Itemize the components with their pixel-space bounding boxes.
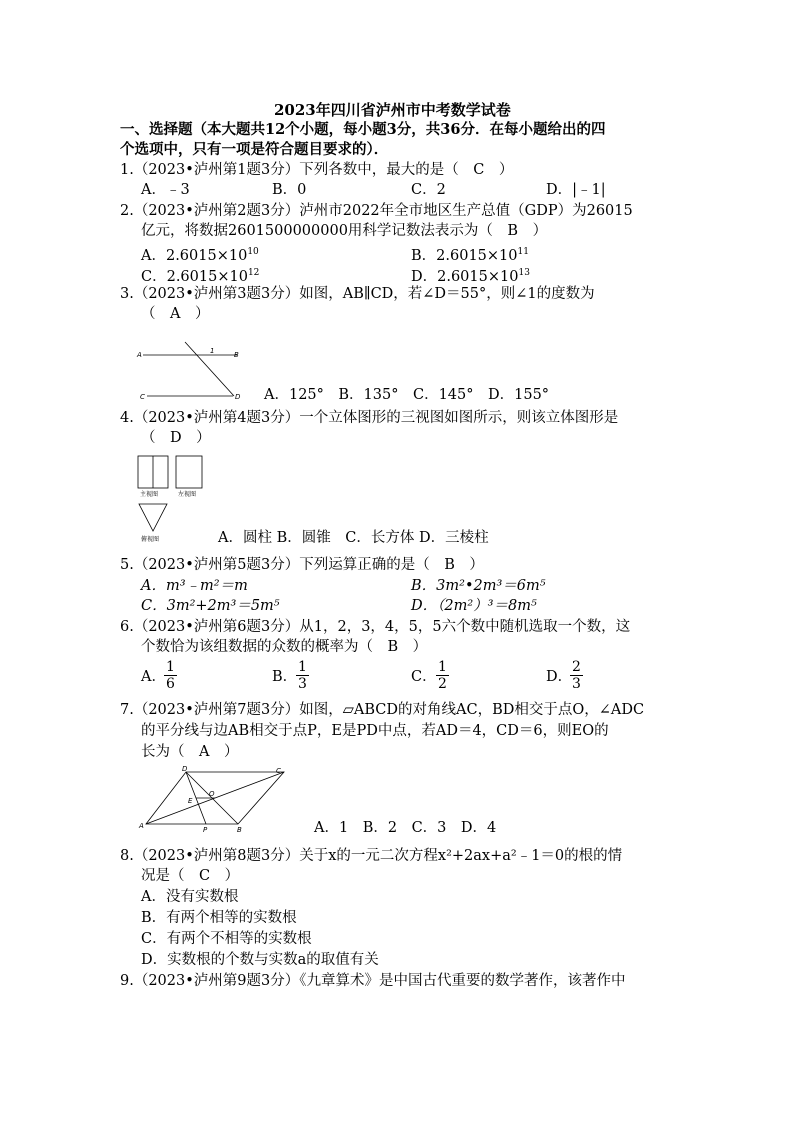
q3-options: A．125° B．135° C．145° D．155° [264,387,550,403]
q1-option-a: A．﹣3 [141,182,190,198]
q7-parallelogram-figure [136,766,296,836]
label-o: O [209,790,215,798]
q5-option-a: A．m³﹣m²＝m [141,578,248,594]
q2-option-a: A．$2.6015\times 10^{10}$ [141,247,259,264]
q1-option-d: D．|﹣1| [546,182,606,198]
q6-option-a-fraction: $\frac{1}{6}$ [166,659,175,692]
page-title: 2023年四川省泸州市中考数学试卷 [274,101,511,119]
q3-stem-line2: （ A ） [141,306,210,322]
label-angle-1: 1 [210,347,215,355]
left-view-rect [176,456,202,488]
label-b: B [234,351,239,359]
q5-option-d: D．（2m²）³＝8m⁵ [411,598,537,614]
q2-option-d: D．$2.6015\times 10^{13}$ [411,268,530,285]
q8-option-c: C．有两个不相等的实数根 [141,931,312,947]
q6-stem-line1: 6.（2023•泸州第6题3分）从1，2，3，4，5，5六个数中随机选取一个数，这 [120,619,631,635]
q5-option-b: B．3m²•2m³＝6m⁵ [411,578,546,594]
q7-options: A．1 B．2 C．3 D．4 [314,820,497,836]
q4-three-views-figure [136,454,216,544]
q6-option-d-fraction: $\frac{2}{3}$ [572,659,581,692]
label-a: A [137,351,142,359]
q7-stem-line2: 的平分线与边AB相交于点P，E是PD中点，若AD＝4，CD＝6，则EO的 [141,723,609,739]
q6-option-b-label: B． [272,669,298,685]
label-d: D [235,393,241,401]
label-a: A [139,822,144,830]
label-p: P [203,826,208,834]
q1-stem: 1.（2023•泸州第1题3分）下列各数中，最大的是（ C ） [120,162,514,178]
q3-parallel-lines-figure [135,340,245,400]
q6-option-a-label: A． [141,669,166,685]
q6-option-c-fraction: $\frac{1}{2}$ [438,659,447,692]
q6-option-b-fraction: $\frac{1}{3}$ [298,659,307,692]
q6-option-d-label: D． [546,669,573,685]
q4-stem-line2: （ D ） [141,430,211,446]
q5-option-c: C．3m²+2m³＝5m⁵ [141,598,280,614]
q5-stem: 5.（2023•泸州第5题3分）下列运算正确的是（ B ） [120,557,484,573]
label-c: C [276,767,281,775]
top-view-label: 俯视图 [141,536,160,543]
label-e: E [188,797,193,805]
section-heading-line1: 一、选择题（本大题共12个小题，每小题3分，共36分．在每小题给出的四 [120,121,606,138]
q8-stem-line2: 况是（ C ） [141,868,240,884]
label-c: C [140,393,145,401]
q1-option-b: B．0 [272,182,307,198]
left-view-label: 左视图 [178,491,197,498]
q8-option-d: D．实数根的个数与实数a的取值有关 [141,952,379,968]
q3-stem-line1: 3.（2023•泸州第3题3分）如图，AB∥CD，若∠D＝55°，则∠1的度数为 [120,286,595,302]
q6-stem-line2: 个数恰为该组数据的众数的概率为（ B ） [141,639,428,655]
label-b: B [237,826,242,834]
front-view-label: 主视图 [140,491,159,498]
q8-stem-line1: 8.（2023•泸州第8题3分）关于x的一元二次方程x²+2ax+a²﹣1＝0的根的情 [120,848,623,864]
q9-stem-line1: 9.（2023•泸州第9题3分）《九章算术》是中国古代重要的数学著作，该著作中 [120,973,626,989]
q8-option-a: A．没有实数根 [141,889,239,905]
q1-option-c: C．2 [411,182,446,198]
label-d: D [182,765,188,773]
q2-option-c: C．$2.6015\times 10^{12}$ [141,268,260,285]
q6-option-c-label: C． [411,669,437,685]
q7-stem-line3: 长为（ A ） [141,744,239,760]
q4-stem-line1: 4.（2023•泸州第4题3分）一个立体图形的三视图如图所示，则该立体图形是 [120,410,619,426]
q2-stem-line2: 亿元，将数据2601500000000用科学记数法表示为（ B ） [141,223,548,239]
q2-option-b: B．$2.6015\times 10^{11}$ [411,247,529,264]
q7-stem-line1: 7.（2023•泸州第7题3分）如图，▱ABCD的对角线AC，BD相交于点O，∠ADC [120,702,645,718]
q2-stem-line1: 2.（2023•泸州第2题3分）泸州市2022年全市地区生产总值（GDP）为26015 [120,203,633,219]
q4-options: A．圆柱 B．圆锥 C．长方体 D．三棱柱 [218,530,489,546]
section-heading-line2: 个选项中，只有一项是符合题目要求的）． [120,141,389,158]
top-view-triangle [139,504,167,531]
q8-option-b: B．有两个相等的实数根 [141,910,297,926]
